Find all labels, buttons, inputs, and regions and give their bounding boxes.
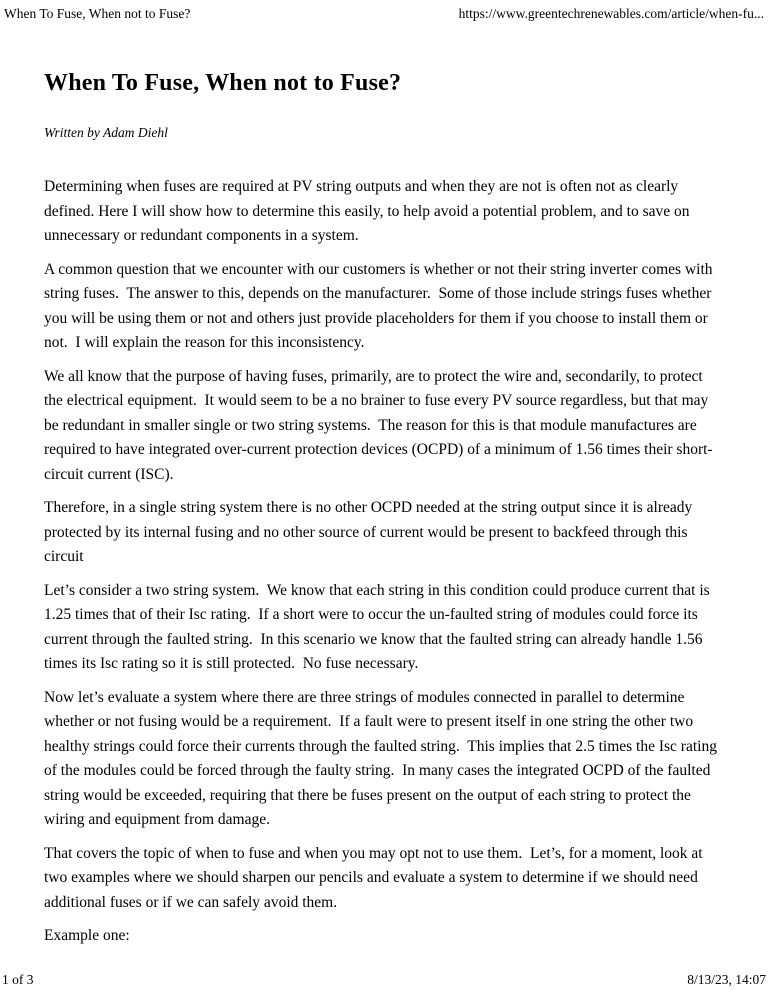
print-header-document-title: When To Fuse, When not to Fuse?: [4, 6, 191, 21]
print-header: [0, 6, 768, 22]
article-paragraph: Let’s consider a two string system. We know that each string in this condition could produce current that is 1.25 times that of their Isc rating. If a short were to occur the un-faulted string of modules could force its current through the faulted string. In this scenario we know that the faulted string can already handle 1.56 times its Isc rating so it is still protected. No fuse necessary.: [44, 581, 714, 672]
article-byline: Written by Adam Diehl: [44, 125, 168, 140]
article-paragraph: Now let’s evaluate a system where there are three strings of modules connected in parallel to determine whether or not fusing would be a requirement. If a fault were to present itself in one string the other two healthy strings could force their currents through the faulted string. This implies that 2.5 times the Isc rating of the modules could be forced through the faulty string. In many cases the integrated OCPD of the faulted string would be exceeded, requiring that there be fuses present on the output of each string to protect the wiring and equipment from damage.: [44, 688, 721, 828]
print-footer: [0, 972, 768, 988]
print-header-url: https://www.greentechrenewables.com/article/when-fu...: [458, 6, 764, 21]
article-paragraph: That covers the topic of when to fuse and when you may opt not to use them. Let’s, for a moment, look at two examples where we should sharpen our pencils and evaluate a system to determine if we should need additional fuses or if we can safely avoid them.: [44, 844, 707, 911]
article-title: When To Fuse, When not to Fuse?: [44, 70, 402, 96]
article-paragraph: We all know that the purpose of having fuses, primarily, are to protect the wire and, secondarily, to protect the electrical equipment. It would seem to be a no brainer to fuse every PV source regardless, but that may be redundant in smaller single or two string systems. The reason for this is that module manufactures are required to have integrated over-current protection devices (OCPD) of a minimum of 1.56 times their short-circuit current (ISC).: [44, 367, 713, 483]
print-datetime: 8/13/23, 14:07: [687, 972, 766, 987]
article-paragraph: Determining when fuses are required at PV string outputs and when they are not is often not as clearly defined. Here I will show how to determine this easily, to help avoid a potential problem, and to save on unnecessary or redundant components in a system.: [44, 178, 694, 244]
article-paragraph: Example one:: [44, 927, 130, 944]
article-page: [44, 70, 724, 958]
article-paragraph: Therefore, in a single string system there is no other OCPD needed at the string output since it is already protected by its internal fusing and no other source of current would be present to backfeed through this circuit: [44, 499, 697, 565]
article-body: [44, 175, 724, 949]
page-indicator: 1 of 3: [2, 972, 34, 987]
article-paragraph: A common question that we encounter with our customers is whether or not their string inverter comes with string fuses. The answer to this, depends on the manufacturer. Some of those include strings fuses whether you will be using them or not and others just provide placeholders for them if you choose to install them or not. I will explain the reason for this inconsistency.: [44, 260, 717, 351]
